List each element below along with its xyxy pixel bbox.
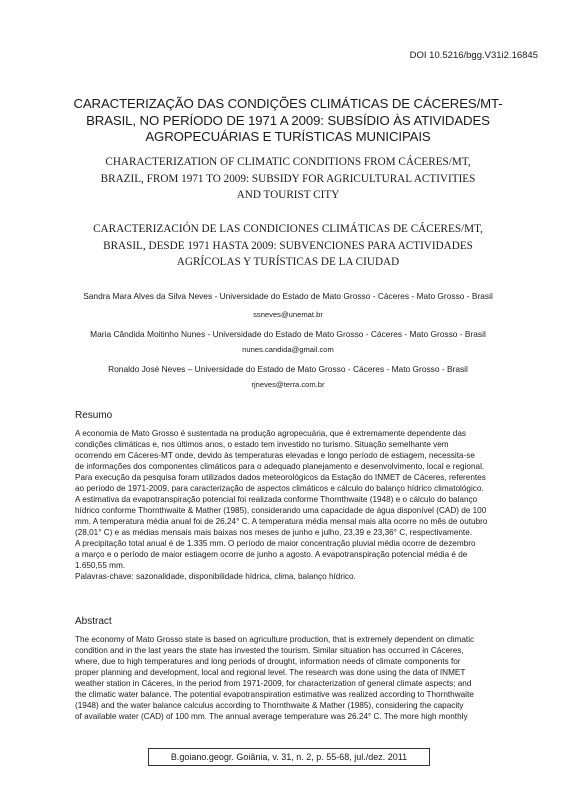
abstract-body: [75, 634, 511, 722]
resumo-line: (28,01° C) e as médias mensais mais baixas nos meses de junho e julho, 23,39 e 23,36° C, respectivamente.: [75, 528, 473, 537]
title-portuguese: [60, 96, 516, 146]
resumo-line: 1.650,55 mm.: [75, 561, 126, 570]
title-es-line: BRASIL, DESDE 1971 HASTA 2009: SUBVENCIONES PARA ACTIVIDADES: [103, 239, 473, 252]
abstract-line: (1948) and the water balance calculus according to Thornthwaite & Mather (1985), considering the capacity: [75, 701, 464, 710]
resumo-line: ocorrendo em Cáceres-MT onde, devido às temperaturas elevadas e longo período de estiagem, necessita-se: [75, 451, 475, 460]
abstract-line: proper planning and development, local and regional level. The research was done using the data of INMET: [75, 668, 466, 677]
abstract-line: The economy of Mato Grosso state is based on agriculture production, that is extremely dependent on climatic: [75, 635, 475, 644]
title-pt-line: CARACTERIZAÇÃO DAS CONDIÇÕES CLIMÁTICAS DE CÁCERES/MT-: [73, 96, 503, 111]
abstract-line: the climatic water balance. The potential evapotranspiration estimative was realized according to Thornthwaite: [75, 690, 474, 699]
resumo-line: Para execução da pesquisa foram utilizados dados meteorológicos da Estação do INMET de Cáceres, referentes: [75, 473, 486, 482]
resumo-body: [75, 428, 511, 582]
abstract-line: where, due to high temperatures and long periods of drought, information needs of climate components for: [75, 657, 461, 666]
abstract-line: condition and in the last years the state has invested the tourism. Similar situation has occurred in Cáceres,: [75, 646, 464, 655]
resumo-line: mm. A temperatura média anual foi de 26,24° C. A temperatura média mensal mais alta ocorre no mês de outubro: [75, 517, 488, 526]
title-pt-line: AGROPECUÁRIAS E TURÍSTICAS MUNICIPAIS: [145, 129, 431, 144]
title-en-line: AND TOURIST CITY: [236, 189, 340, 201]
title-es-line: AGRÍCOLAS Y TURÍSTICAS DE LA CIUDAD: [176, 256, 400, 268]
resumo-line: ao período de 1971-2009, para caracterização de aspectos climáticos e cálculo do balanço hídrico climatológico.: [75, 484, 484, 493]
resumo-heading: Resumo: [75, 410, 113, 421]
abstract-line: weather station in Cáceres, in the period from 1971-2009, for characterization of general climate aspects; and: [75, 679, 472, 688]
title-en-line: CHARACTERIZATION OF CLIMATIC CONDITIONS FROM CÁCERES/MT,: [105, 156, 471, 168]
doi-label: DOI 10.5216/bgg.V31i2.16845: [409, 50, 538, 61]
abstract-heading: Abstract: [75, 616, 112, 627]
abstract-line: of available water (CAD) of 100 mm. The annual average temperature was 26.24° C. The more high monthly: [75, 712, 468, 721]
citation-footer: B.goiano.geogr. Goiânia, v. 31, n. 2, p. 55-68, jul./dez. 2011: [148, 748, 430, 766]
resumo-line: a março e o período de maior estiagem ocorre de junho a agosto. A evapotranspiração potencial média é de: [75, 550, 468, 559]
author-email[interactable]: ssneves@unemat.br: [253, 310, 323, 319]
title-es-line: CARACTERIZACIÓN DE LAS CONDICIONES CLIMÁTICAS DE CÁCERES/MT,: [93, 223, 483, 235]
author-affiliation: Maria Cândida Moitinho Nunes - Universidade do Estado de Mato Grosso - Cáceres - Mato Grosso - Brasil: [90, 329, 486, 339]
keywords-line: Palavras-chave: sazonalidade, disponibilidade hídrica, clima, balanço hídrico.: [75, 572, 356, 581]
resumo-line: condições climáticas e, nos últimos anos, o estado tem investido no turismo. Situação semelhante vem: [75, 440, 449, 449]
title-en-line: BRAZIL, FROM 1971 TO 2009: SUBSIDY FOR AGRICULTURAL ACTIVITIES: [100, 172, 476, 185]
resumo-line: A estimativa da evapotranspiração potencial foi realizada conforme Thornthwaite (1948) e o cálculo do balanço: [75, 495, 478, 504]
author-email[interactable]: nunes.candida@gmail.com: [242, 345, 334, 354]
title-english: [60, 154, 516, 204]
author-affiliation: Ronaldo José Neves – Universidade do Estado de Mato Grosso - Cáceres - Mato Grosso - Brasil: [108, 364, 468, 374]
resumo-line: de informações dos componentes climáticos para o adequado planejamento e desenvolvimento, local e regional.: [75, 462, 485, 471]
author-affiliation: Sandra Mara Alves da Silva Neves - Universidade do Estado de Mato Grosso - Cáceres - Mato Grosso - Brasil: [83, 291, 493, 301]
title-spanish: [60, 221, 516, 271]
resumo-line: A economia de Mato Grosso é sustentada na produção agropecuária, que é extremamente dependente das: [75, 429, 466, 438]
resumo-line: hídrico conforme Thornthwaite & Mather (1985), considerando uma capacidade de água disponível (CAD) de 100: [75, 506, 487, 515]
author-email[interactable]: rjneves@terra.com.br: [251, 380, 325, 389]
title-pt-line: BRASIL, NO PERÍODO DE 1971 A 2009: SUBSÍDIO ÀS ATIVIDADES: [86, 112, 490, 128]
resumo-line: A precipitação total anual é de 1.335 mm. O período de maior concentração pluvial média ocorre de dezembro: [75, 539, 476, 548]
